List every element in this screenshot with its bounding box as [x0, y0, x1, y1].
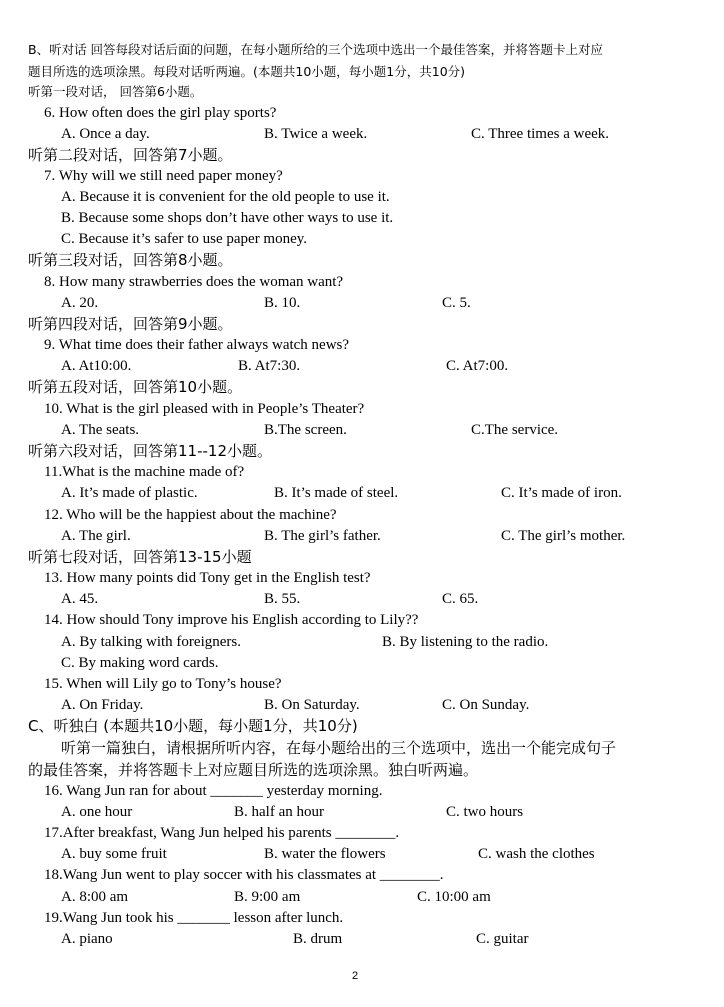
option: B. half an hour — [234, 804, 324, 820]
option: A. 8:00 am — [61, 889, 129, 905]
option: C. By making word cards. — [61, 655, 219, 671]
question-stem: 9. What time does their father always watch news? — [44, 337, 350, 353]
option: A. On Friday. — [61, 697, 144, 713]
option: B. By listening to the radio. — [382, 634, 549, 650]
option: A. The girl. — [61, 528, 131, 544]
option: A. It’s made of plastic. — [61, 485, 198, 501]
option: B. The girl’s father. — [264, 528, 381, 544]
question-stem: 7. Why will we still need paper money? — [44, 168, 283, 184]
question-stem: 11.What is the machine made of? — [44, 464, 245, 480]
option: B.The screen. — [264, 422, 347, 438]
section-c-instruction: 听第一篇独白，请根据所听内容，在每小题给出的三个选项中，选出一个能完成句子 — [61, 739, 617, 757]
option: B. At7:30. — [238, 358, 301, 374]
option: C. Because it’s safer to use paper money. — [61, 231, 308, 247]
question-stem: 19.Wang Jun took his _______ lesson after lunch. — [44, 910, 344, 926]
section-c-instruction: 的最佳答案，并将答题卡上对应题目所选的选项涂黑。独白听两遍。 — [28, 761, 479, 779]
dialog-heading: 听第七段对话，回答第13-15小题 — [28, 548, 252, 566]
question-stem: 13. How many points did Tony get in the English test? — [44, 570, 371, 586]
option: C. 65. — [442, 591, 479, 607]
dialog-heading: 听第四段对话，回答第9小题。 — [28, 315, 233, 333]
question-stem: 8. How many strawberries does the woman want? — [44, 274, 344, 290]
option: C. two hours — [446, 804, 524, 820]
option: C. wash the clothes — [478, 846, 595, 862]
option: C. It’s made of iron. — [501, 485, 622, 501]
option: A. one hour — [61, 804, 133, 820]
option: B. Twice a week. — [264, 126, 368, 142]
dialog-heading: 听第三段对话，回答第8小题。 — [28, 251, 233, 269]
question-stem: 12. Who will be the happiest about the machine? — [44, 507, 337, 523]
option: C. On Sunday. — [442, 697, 530, 713]
option: B. Because some shops don’t have other ways to use it. — [61, 210, 394, 226]
page-number: 2 — [352, 970, 359, 982]
dialog-heading: 听第六段对话，回答第11--12小题。 — [28, 442, 273, 460]
option: A. 20. — [61, 295, 99, 311]
option: C. Three times a week. — [471, 126, 610, 142]
option: A. 45. — [61, 591, 99, 607]
option: B. 10. — [264, 295, 301, 311]
option: A. Because it is convenient for the old people to use it. — [61, 189, 390, 205]
option: B. 9:00 am — [234, 889, 301, 905]
option: A. piano — [61, 931, 113, 947]
dialog-heading: 听第一段对话， 回答第6小题。 — [28, 84, 203, 99]
question-stem: 10. What is the girl pleased with in People’s Theater? — [44, 401, 365, 417]
option: B. drum — [293, 931, 343, 947]
option: B. 55. — [264, 591, 301, 607]
option: C.The service. — [471, 422, 559, 438]
option: A. At10:00. — [61, 358, 132, 374]
instruction-line: B、听对话 回答每段对话后面的问题，在每小题所给的三个选项中选出一个最佳答案，并将答题卡上对应 — [28, 42, 604, 57]
option: B. water the flowers — [264, 846, 386, 862]
dialog-heading: 听第二段对话，回答第7小题。 — [28, 146, 233, 164]
option: A. The seats. — [61, 422, 140, 438]
option: B. It’s made of steel. — [274, 485, 399, 501]
question-stem: 17.After breakfast, Wang Jun helped his parents ________. — [44, 825, 400, 841]
question-stem: 14. How should Tony improve his English according to Lily?? — [44, 612, 419, 628]
option: A. buy some fruit — [61, 846, 167, 862]
question-stem: 16. Wang Jun ran for about _______ yesterday morning. — [44, 783, 383, 799]
option: C. The girl’s mother. — [501, 528, 626, 544]
option: C. At7:00. — [446, 358, 509, 374]
option: C. 10:00 am — [417, 889, 491, 905]
option: A. By talking with foreigners. — [61, 634, 241, 650]
question-stem: 15. When will Lily go to Tony’s house? — [44, 676, 282, 692]
option: C. guitar — [476, 931, 529, 947]
option: B. On Saturday. — [264, 697, 360, 713]
question-stem: 18.Wang Jun went to play soccer with his classmates at ________. — [44, 867, 444, 883]
option: C. 5. — [442, 295, 471, 311]
section-c-title: C、听独白 (本题共10小题，每小题1分，共10分) — [28, 717, 358, 735]
dialog-heading: 听第五段对话，回答第10小题。 — [28, 378, 243, 396]
question-stem: 6. How often does the girl play sports? — [44, 105, 277, 121]
option: A. Once a day. — [61, 126, 150, 142]
instruction-line: 题目所选的选项涂黑。每段对话听两遍。(本题共10小题，每小题1分，共10分) — [28, 64, 466, 79]
